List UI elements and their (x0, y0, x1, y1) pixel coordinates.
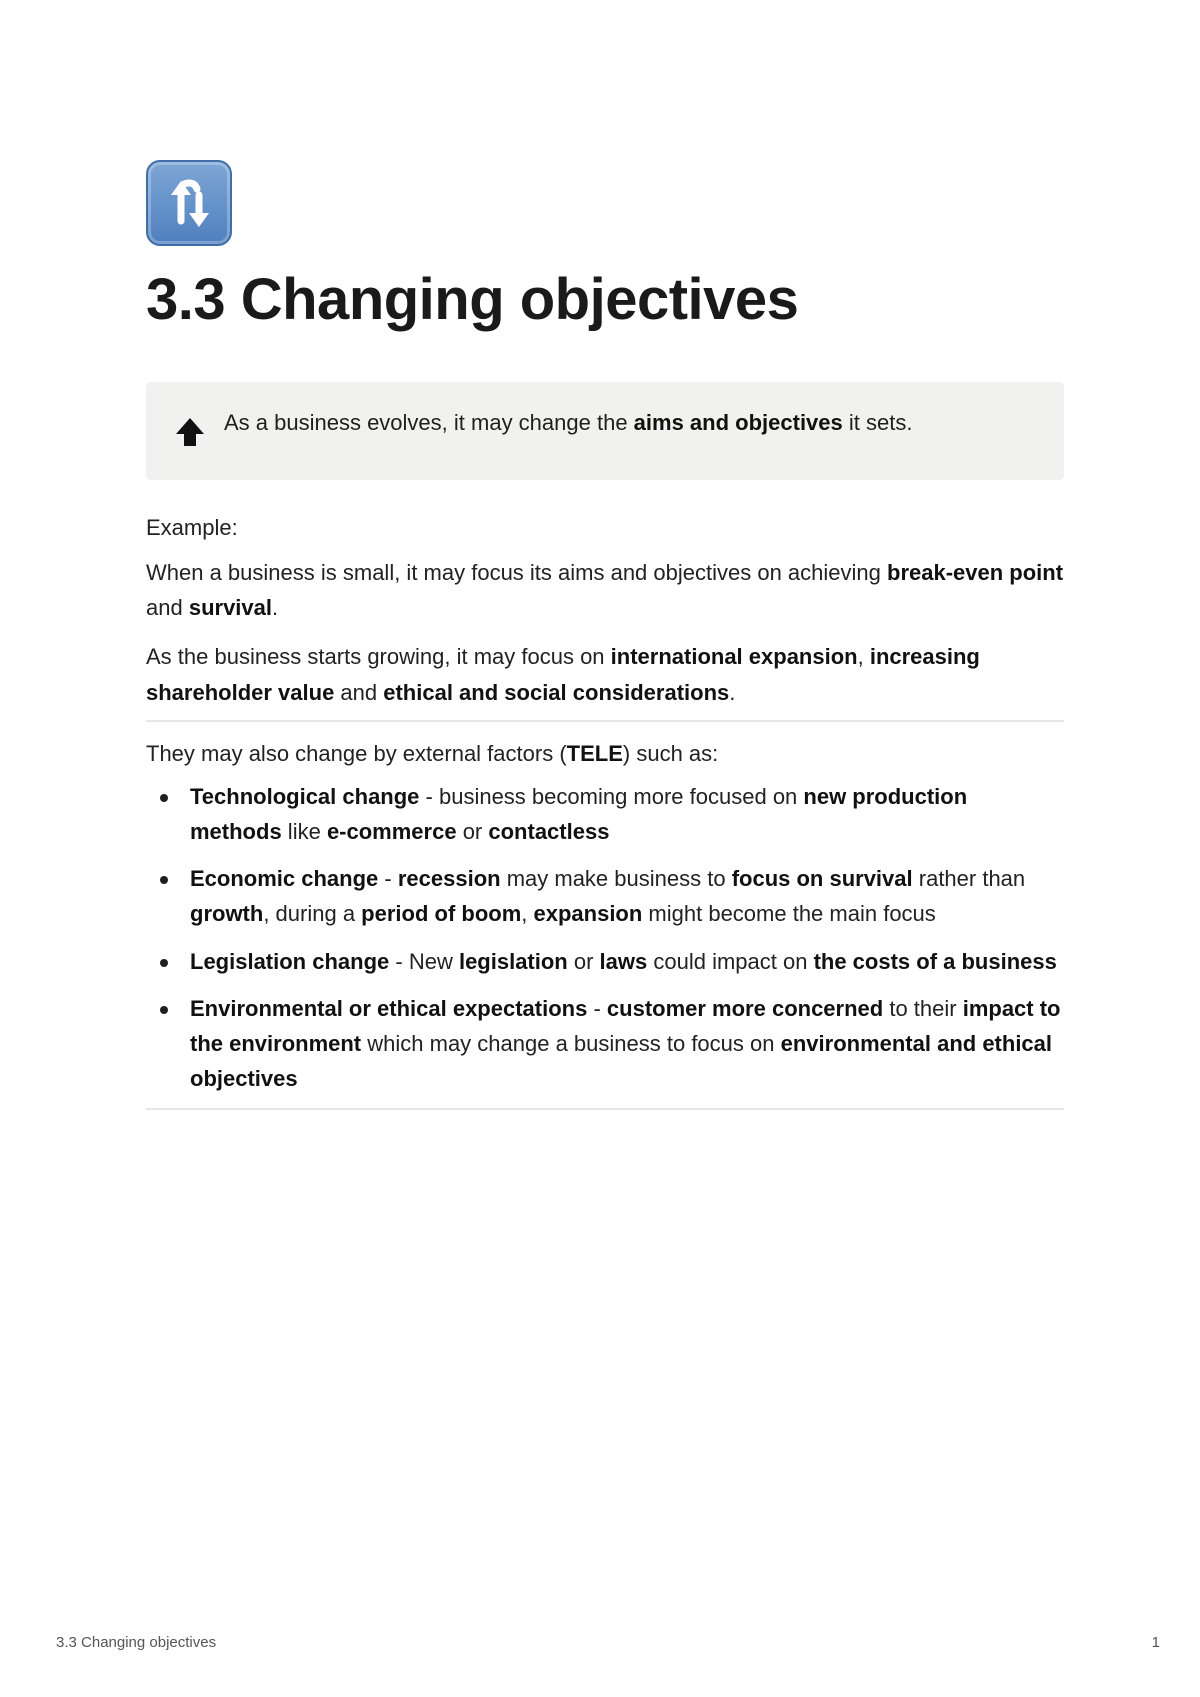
document-page (146, 160, 1064, 1110)
callout-box (146, 382, 1064, 480)
list-item-environmental: Environmental or ethical expectations - customer more concerned to their impact to the environment which may change a business to focus on environmental and ethical objectives (146, 991, 1064, 1097)
bullet-icon (160, 959, 168, 967)
divider (146, 720, 1064, 722)
footer-page-number: 1 (1151, 1634, 1160, 1651)
up-arrow-icon (172, 414, 208, 450)
list-item-legislation: Legislation change - New legislation or laws could impact on the costs of a business (146, 944, 1064, 979)
page-title: 3.3 Changing objectives (146, 267, 799, 332)
divider (146, 1108, 1064, 1110)
list-item-technological: Technological change - business becoming more focused on new production methods like e-commerce or contactless (146, 779, 1064, 849)
growing-business-paragraph: As the business starts growing, it may focus on international expansion, increasing shareholder value and ethical and social considerations. (146, 644, 980, 705)
tele-factors-list (146, 779, 1064, 1097)
small-business-paragraph: When a business is small, it may focus its aims and objectives on achieving break-even point and survival. (146, 559, 1064, 621)
tele-intro-paragraph: They may also change by external factors (TELE) such as: (146, 740, 719, 766)
example-label: Example: (146, 514, 238, 540)
footer-document-title: 3.3 Changing objectives (56, 1634, 217, 1651)
bullet-icon (160, 876, 168, 884)
callout-text: As a business evolves, it may change the aims and objectives it sets. (224, 409, 913, 435)
list-item-economic: Economic change - recession may make business to focus on survival rather than growth, during a period of boom, expansion might become the main focus (146, 861, 1064, 931)
bullet-icon (160, 1006, 168, 1014)
bullet-icon (160, 794, 168, 802)
counterclockwise-arrows-icon (146, 160, 232, 246)
